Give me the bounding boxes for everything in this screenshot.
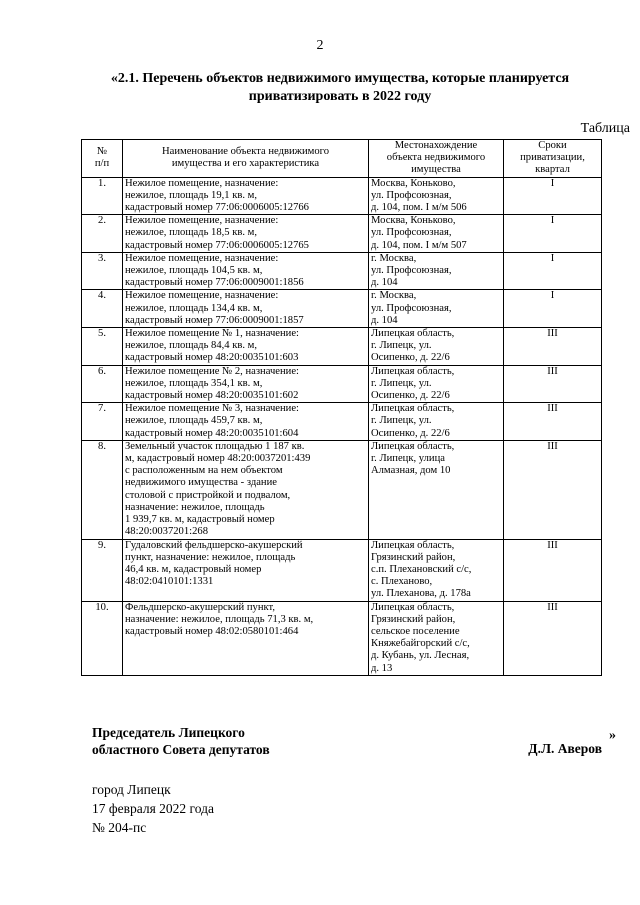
- object-location-line: г. Липецк, ул.: [371, 377, 432, 389]
- object-location-line: ул. Профсоюзная,: [371, 227, 452, 239]
- table-label: Таблица: [580, 121, 630, 136]
- object-description-line: нежилое, площадь 18,5 кв. м,: [125, 227, 258, 239]
- object-location-line: Липецкая область,: [371, 601, 455, 613]
- object-location-line: д. 104: [371, 277, 398, 289]
- object-location-line: с.п. Плехановский с/с,: [371, 563, 472, 575]
- table-row: [82, 215, 602, 253]
- object-location-line: с. Плеханово,: [371, 576, 433, 588]
- object-description-line: кадастровый номер 77:06:0009001:1857: [125, 314, 304, 326]
- object-description: [123, 252, 369, 290]
- header-line: имущества и его характеристика: [171, 158, 320, 170]
- object-description-line: пункт, назначение: нежилое, площадь: [125, 551, 296, 563]
- object-description-line: назначение: нежилое, площадь: [125, 501, 265, 513]
- object-location: [369, 403, 504, 441]
- object-description-line: нежилое, площадь 134,4 кв. м,: [125, 302, 263, 314]
- object-description-line: Нежилое помещение, назначение:: [125, 290, 279, 302]
- object-description-line: Нежилое помещение № 3, назначение:: [125, 403, 299, 415]
- object-description-line: Нежилое помещение, назначение:: [125, 252, 279, 264]
- table-row: [82, 290, 602, 328]
- object-location-line: Алмазная, дом 10: [371, 465, 451, 477]
- object-location-line: Осипенко, д. 22/6: [371, 352, 450, 364]
- privatization-quarter: III: [504, 601, 602, 675]
- object-location-line: г. Липецк, ул.: [371, 340, 432, 352]
- header-line: п/п: [94, 158, 110, 170]
- table-row: [82, 539, 602, 601]
- object-description-line: Гудаловский фельдшерско-акушерский: [125, 539, 303, 551]
- object-location: [369, 440, 504, 539]
- object-location: [369, 215, 504, 253]
- object-description-line: Нежилое помещение № 2, назначение:: [125, 365, 299, 377]
- header-object-name: [123, 140, 369, 178]
- signatory-title: [92, 724, 270, 758]
- header-line: Сроки: [538, 140, 567, 151]
- object-description: [123, 215, 369, 253]
- object-description-line: Нежилое помещение, назначение:: [125, 177, 279, 189]
- object-description: [123, 601, 369, 675]
- row-number: 7.: [82, 403, 123, 441]
- object-description: [123, 177, 369, 215]
- header-location: [369, 140, 504, 178]
- object-location-line: Липецкая область,: [371, 403, 455, 415]
- object-description-line: кадастровый номер 48:20:0035101:603: [125, 352, 299, 364]
- object-location-line: Осипенко, д. 22/6: [371, 427, 450, 439]
- object-location-line: ул. Профсоюзная,: [371, 302, 452, 314]
- object-location-line: Липецкая область,: [371, 328, 455, 340]
- page-number: 2: [316, 38, 324, 53]
- document-heading: [60, 70, 620, 106]
- row-number: 5.: [82, 328, 123, 366]
- object-description: [123, 539, 369, 601]
- object-location-line: Осипенко, д. 22/6: [371, 390, 450, 402]
- object-description-line: назначение: нежилое, площадь 71,3 кв. м,: [125, 613, 314, 625]
- object-description-line: 48:20:0037201:268: [125, 526, 208, 538]
- object-description-line: Нежилое помещение № 1, назначение:: [125, 328, 299, 340]
- privatization-quarter: III: [504, 440, 602, 539]
- object-description: [123, 290, 369, 328]
- row-number: 6.: [82, 365, 123, 403]
- object-description-line: 1 939,7 кв. м, кадастровый номер: [125, 514, 275, 526]
- object-description-line: нежилое, площадь 459,7 кв. м,: [125, 415, 263, 427]
- closing-quote: »: [609, 728, 616, 743]
- object-description: [123, 440, 369, 539]
- table-row: [82, 403, 602, 441]
- object-location-line: Липецкая область,: [371, 365, 455, 377]
- table-header-row: [82, 140, 602, 178]
- object-location: [369, 177, 504, 215]
- table-row: [82, 177, 602, 215]
- object-description-line: с расположенным на нем объектом: [125, 465, 283, 477]
- property-table: [81, 139, 602, 676]
- privatization-quarter: I: [504, 215, 602, 253]
- object-location-line: Грязинский район,: [371, 551, 456, 563]
- object-description: [123, 328, 369, 366]
- object-location-line: д. Кубань, ул. Лесная,: [371, 650, 470, 662]
- header-line: Наименование объекта недвижимого: [161, 146, 330, 158]
- object-description-line: кадастровый номер 48:02:0580101:464: [125, 625, 299, 637]
- object-location-line: Липецкая область,: [371, 440, 455, 452]
- header-line: объекта недвижимого: [386, 152, 486, 164]
- signatory-title-line-1: Председатель Липецкого: [92, 725, 245, 740]
- header-line: имущества: [411, 164, 461, 176]
- object-location: [369, 290, 504, 328]
- object-location-line: д. 104, пом. I м/м 507: [371, 239, 467, 251]
- object-location-line: ул. Профсоюзная,: [371, 189, 452, 201]
- footer-city: город Липецк: [92, 782, 171, 797]
- object-description-line: кадастровый номер 77:06:0006005:12766: [125, 202, 309, 214]
- privatization-quarter: I: [504, 177, 602, 215]
- object-description-line: нежилое, площадь 19,1 кв. м,: [125, 189, 258, 201]
- object-location: [369, 539, 504, 601]
- object-description-line: Фельдшерско-акушерский пункт,: [125, 601, 275, 613]
- row-number: 8.: [82, 440, 123, 539]
- object-description-line: кадастровый номер 48:20:0035101:604: [125, 427, 299, 439]
- object-location-line: г. Москва,: [371, 290, 417, 302]
- document-footer: [92, 780, 214, 837]
- object-location-line: Княжебайгорский с/с,: [371, 638, 470, 650]
- object-description-line: недвижимого имущества - здание: [125, 477, 277, 489]
- object-location-line: Липецкая область,: [371, 539, 455, 551]
- object-location-line: г. Липецк, ул.: [371, 415, 432, 427]
- object-description-line: 48:02:0410101:1331: [125, 576, 214, 588]
- row-number: 3.: [82, 252, 123, 290]
- object-description-line: кадастровый номер 77:06:0009001:1856: [125, 277, 304, 289]
- object-location-line: сельское поселение: [371, 625, 460, 637]
- header-line: приватизации,: [520, 152, 585, 164]
- privatization-quarter: III: [504, 328, 602, 366]
- table-row: [82, 365, 602, 403]
- header-line: Местонахождение: [394, 140, 478, 151]
- object-description-line: нежилое, площадь 84,4 кв. м,: [125, 340, 258, 352]
- object-location-line: г. Липецк, улица: [371, 453, 445, 465]
- table-row: [82, 252, 602, 290]
- object-location-line: Москва, Коньково,: [371, 177, 456, 189]
- object-description-line: нежилое, площадь 354,1 кв. м,: [125, 377, 263, 389]
- object-location: [369, 601, 504, 675]
- heading-line-2: приватизировать в 2022 году: [248, 89, 432, 104]
- table-row: [82, 440, 602, 539]
- row-number: 10.: [82, 601, 123, 675]
- footer-date: 17 февраля 2022 года: [92, 801, 214, 816]
- header-privatization-period: [504, 140, 602, 178]
- object-location-line: Грязинский район,: [371, 613, 456, 625]
- object-location-line: ул. Профсоюзная,: [371, 265, 452, 277]
- header-line: №: [96, 146, 108, 158]
- row-number: 1.: [82, 177, 123, 215]
- object-description-line: столовой с пристройкой и подвалом,: [125, 489, 291, 501]
- object-description: [123, 403, 369, 441]
- object-location: [369, 252, 504, 290]
- row-number: 9.: [82, 539, 123, 601]
- signatory-name: Д.Л. Аверов: [528, 741, 602, 756]
- object-description-line: 46,4 кв. м, кадастровый номер: [125, 563, 262, 575]
- signatory-title-line-2: областного Совета депутатов: [92, 742, 270, 757]
- object-location: [369, 328, 504, 366]
- object-description-line: кадастровый номер 77:06:0006005:12765: [125, 239, 309, 251]
- table-body: [82, 177, 602, 675]
- object-location-line: д. 104: [371, 314, 398, 326]
- object-description-line: Земельный участок площадью 1 187 кв.: [125, 440, 305, 452]
- table-row: [82, 601, 602, 675]
- object-location-line: д. 104, пом. I м/м 506: [371, 202, 467, 214]
- object-description-line: кадастровый номер 48:20:0035101:602: [125, 390, 299, 402]
- object-description-line: нежилое, площадь 104,5 кв. м,: [125, 265, 263, 277]
- privatization-quarter: III: [504, 539, 602, 601]
- object-location-line: ул. Плеханова, д. 178а: [371, 588, 471, 600]
- row-number: 2.: [82, 215, 123, 253]
- heading-line-1: «2.1. Перечень объектов недвижимого имущества, которые планируется: [110, 71, 570, 86]
- privatization-quarter: I: [504, 290, 602, 328]
- footer-number: № 204-пс: [92, 820, 147, 835]
- privatization-quarter: III: [504, 403, 602, 441]
- object-description: [123, 365, 369, 403]
- privatization-quarter: III: [504, 365, 602, 403]
- table-row: [82, 328, 602, 366]
- object-location-line: г. Москва,: [371, 252, 417, 264]
- header-number: [82, 140, 123, 178]
- header-line: квартал: [535, 164, 570, 176]
- object-location-line: д. 13: [371, 662, 393, 674]
- object-location-line: Москва, Коньково,: [371, 215, 456, 227]
- object-location: [369, 365, 504, 403]
- row-number: 4.: [82, 290, 123, 328]
- privatization-quarter: I: [504, 252, 602, 290]
- object-description-line: Нежилое помещение, назначение:: [125, 215, 279, 227]
- object-description-line: м, кадастровый номер 48:20:0037201:439: [125, 453, 311, 465]
